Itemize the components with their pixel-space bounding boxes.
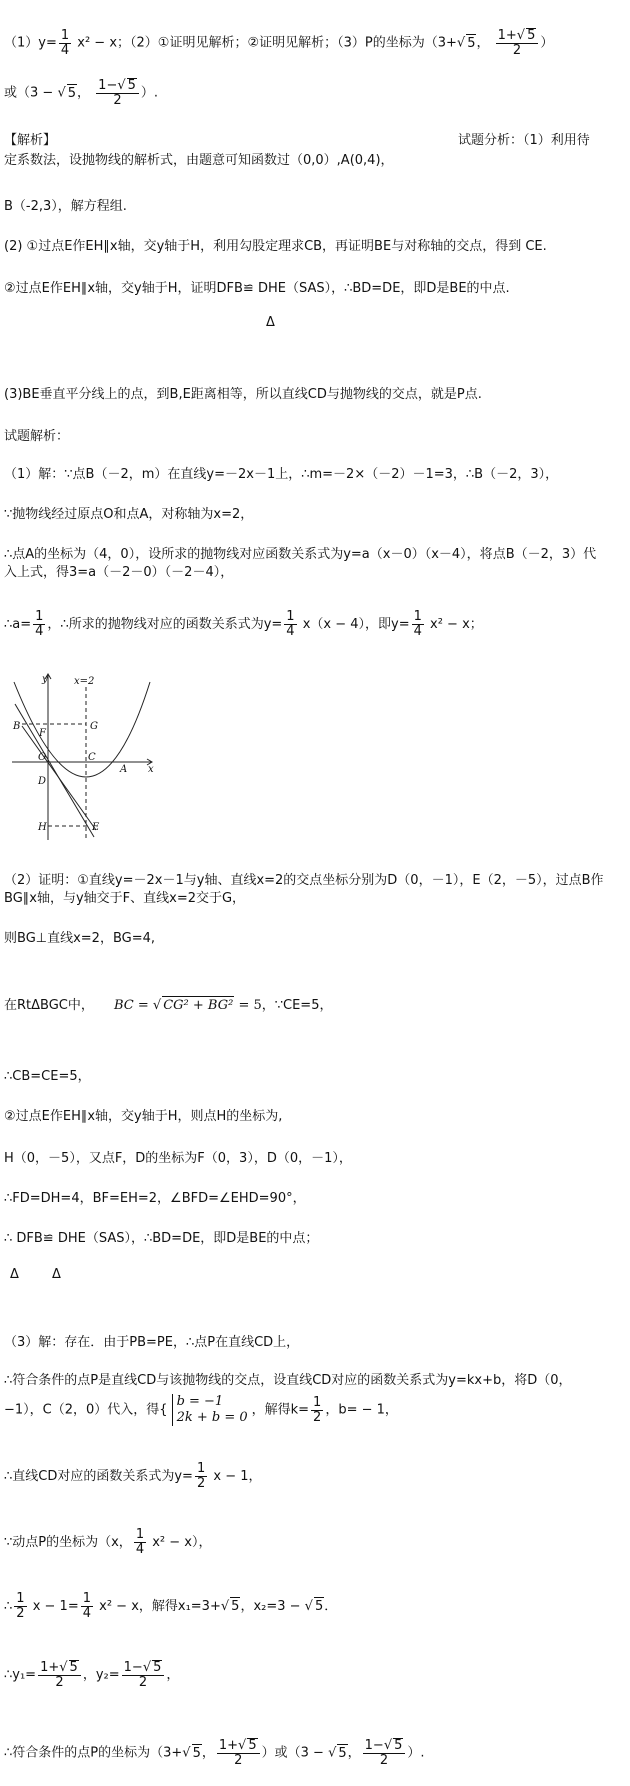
num: 1 <box>82 1591 91 1606</box>
num: 1+√ 5 <box>38 1660 81 1676</box>
label-x: x <box>148 764 154 775</box>
text: ， <box>77 85 91 101</box>
solution-s13: （3）解：存在．由于PB=PE，∴点P在直线CD上， <box>4 1335 300 1350</box>
solution-s15 <box>4 1462 262 1491</box>
solution-s5b: BG∥x轴，与y轴交于F、直线x=2交于G， <box>4 891 246 906</box>
sqrt: 5 <box>314 1599 324 1614</box>
t: 1− <box>364 1738 384 1753</box>
text: ，解得k= <box>251 1402 310 1418</box>
solution-s11: ∴FD=DH=4，BF=EH=2，∠BFD=∠EHD=90°， <box>4 1191 306 1206</box>
text: x² − x）， <box>148 1535 212 1550</box>
solution-s14a: ∴符合条件的点P是直线CD与该抛物线的交点，设直线CD对应的函数关系式为y=kx+b，将D（0， <box>4 1373 572 1388</box>
label-D: D <box>38 776 47 787</box>
label-A: A <box>120 764 128 775</box>
eq: = 5 <box>234 998 262 1013</box>
answer-line-1: （1）y= $\frac{1}{4}$ x² − x；（2）①证明见解析；②证明见解析；（3）P的坐标为（3+√ 5， $\frac{1+√ 5}{2}$ ） <box>4 27 554 58</box>
fraction <box>363 1738 406 1768</box>
solution-s17: ∴ $\frac{1}{2}$ x − 1= $\frac{1}{4}$ x² − x，解得x₁=3+√ 5，x₂=3 − √ 5． <box>4 1591 338 1621</box>
t: 1− <box>123 1660 143 1675</box>
label-G: G <box>90 721 98 732</box>
den: 4 <box>413 624 422 639</box>
text: x² − x；（2）①证明见解析；②证明见解析；（3）P的坐标为（3+ <box>73 35 457 51</box>
text: x² − x； <box>425 617 483 632</box>
solution-header: 试题解析： <box>4 429 70 444</box>
fraction <box>38 1660 81 1690</box>
num: 1−√ 5 <box>122 1660 165 1676</box>
label-C: C <box>88 752 96 763</box>
radicand: CG² + BG² <box>163 998 234 1013</box>
text: ，∵CE=5， <box>261 998 333 1013</box>
text: ∴符合条件的点P的坐标为（3+ <box>4 1745 183 1761</box>
sqrt: 5 <box>467 35 476 51</box>
fraction <box>311 1396 323 1425</box>
den: 2 <box>138 1675 148 1690</box>
text: ，x₂=3 − <box>240 1599 305 1614</box>
fraction <box>412 610 424 639</box>
text: x² − x，解得x₁=3+ <box>95 1599 221 1614</box>
label-H: H <box>38 822 47 833</box>
text: ， <box>166 1667 180 1683</box>
solution-s2: ∵抛物线经过原点O和点A，对称轴为x=2， <box>4 507 254 522</box>
sqrt: 5 <box>127 78 136 93</box>
fraction <box>59 29 71 58</box>
text: ∴直线CD对应的函数关系式为y= <box>4 1469 193 1484</box>
text: x（x − 4），即y= <box>298 617 410 632</box>
solution-s19: ∴符合条件的点P的坐标为（3+√ 5， $\frac{1+√ 5}{2}$ ）或（3 − √ 5， $\frac{1-√ 5}{2}$ ）. <box>4 1738 425 1768</box>
den: 4 <box>35 624 44 639</box>
solution-s7: 在RtΔBGC中， BC = √ CG² + BG² = 5，∵CE=5， <box>4 998 333 1013</box>
sqrt: 5 <box>231 1599 240 1614</box>
fraction <box>496 28 539 58</box>
solution-s9: ②过点E作EH∥x轴，交y轴于H，则点H的坐标为, <box>4 1109 283 1124</box>
eq: BC = <box>114 998 153 1013</box>
triangle-glyph: Δ <box>52 1267 61 1282</box>
text: ∴a= <box>4 617 32 632</box>
t: 1+ <box>40 1660 60 1675</box>
text: ∴ <box>4 1599 13 1614</box>
label-F: F <box>39 728 46 739</box>
solution-s1: （1）解：∵点B（－2，m）在直线y=－2x－1上，∴m=－2×（－2）－1=3，∴B（－2，3）， <box>4 467 559 482</box>
fraction <box>81 1592 93 1621</box>
solution-s6: 则BG⊥直线x=2，BG=4, <box>4 931 156 946</box>
num: 1+√ 5 <box>496 28 539 44</box>
solution-s8: ∴CB=CE=5， <box>4 1069 91 1084</box>
analysis-p3: (2) ①过点E作EH∥x轴，交y轴于H，利用勾股定理求CB，再证明BE与对称轴的交点，得到 CE. <box>4 239 547 254</box>
t: 1+ <box>497 28 517 43</box>
analysis-header-right: 试题分析：（1）利用待 <box>458 133 590 148</box>
solution-s4 <box>4 610 483 639</box>
analysis-p2: B（-2,3），解方程组. <box>4 199 127 214</box>
t: 1+ <box>218 1738 239 1753</box>
sqrt: 5 <box>394 1738 403 1753</box>
den: 2 <box>196 1476 206 1491</box>
text: ． <box>324 1599 338 1614</box>
den: 2 <box>234 1753 243 1768</box>
text: ∴y₁= <box>4 1667 37 1683</box>
text: ， <box>201 1745 215 1761</box>
num: 1 <box>286 609 295 624</box>
label-E: E <box>92 822 100 833</box>
label-O: O <box>38 752 47 763</box>
num: 1 <box>413 609 422 624</box>
answer-line-2: 或（3 − √ 5， $\frac{1-√ 5}{2}$ ）. <box>4 78 159 108</box>
num: 1 <box>313 1394 322 1410</box>
den: 2 <box>379 1753 389 1768</box>
text: ，∴所求的抛物线对应的函数关系式为y= <box>47 617 283 632</box>
num: 1+√ 5 <box>217 1738 260 1754</box>
num: 1−√ 5 <box>363 1738 406 1754</box>
solution-s14b <box>4 1394 398 1426</box>
den: 4 <box>286 624 295 639</box>
den: 4 <box>60 42 70 58</box>
solution-s3b: 入上式，得3=a（－2－0）（－2－4）， <box>4 565 234 580</box>
label-B: B <box>13 721 21 732</box>
equation-system <box>172 1394 248 1426</box>
line-CD <box>22 726 96 830</box>
text: −1），C（2，0）代入，得{ <box>4 1402 168 1418</box>
text: ，b= − 1， <box>325 1402 398 1418</box>
den: 4 <box>135 1542 145 1557</box>
num: 1 <box>60 27 70 43</box>
fraction <box>195 1462 207 1491</box>
text: ，y₂= <box>82 1667 120 1683</box>
text: ）. <box>140 85 159 101</box>
text: ） <box>540 35 554 51</box>
text: ）或（3 − <box>261 1745 329 1761</box>
num: 1 <box>135 1527 145 1542</box>
text: ， <box>476 35 490 51</box>
text: 在RtΔBGC中， <box>4 998 94 1013</box>
den: 2 <box>113 93 122 108</box>
text: （1）y= <box>4 35 57 51</box>
solution-s5a: （2）证明：①直线y=－2x－1与y轴、直线x=2的交点坐标分别为D（0，－1），E（2，－5），过点B作 <box>4 873 604 888</box>
sqrt: 5 <box>192 1745 201 1761</box>
line-BE <box>15 704 94 837</box>
analysis-header: 【解析】 <box>4 133 57 148</box>
fraction <box>96 78 139 108</box>
den: 2 <box>16 1606 25 1621</box>
den: 2 <box>55 1675 64 1690</box>
sqrt: 5 <box>248 1738 257 1753</box>
fraction <box>217 1738 260 1768</box>
text: ， <box>347 1745 361 1761</box>
fraction <box>134 1528 146 1557</box>
solution-s16 <box>4 1528 211 1557</box>
solution-s3a: ∴点A的坐标为（4，0），设所求的抛物线对应函数关系式为y=a（x－0）（x－4），将点B（－2，3）代 <box>4 547 597 562</box>
text: ∵动点P的坐标为（x， <box>4 1535 132 1550</box>
text: ）. <box>407 1745 425 1761</box>
solution-s10: H（0，－5），又点F，D的坐标为F（0，3），D（0，－1）， <box>4 1151 352 1166</box>
fraction <box>122 1660 165 1690</box>
eq2: 2k + b = 0 <box>176 1410 248 1425</box>
triangle-glyph: Δ <box>266 315 275 330</box>
den: 2 <box>313 1409 322 1425</box>
label-x2: x=2 <box>74 676 95 687</box>
sqrt: 5 <box>527 28 536 43</box>
num: 1 <box>35 609 44 624</box>
num: 1 <box>196 1461 206 1476</box>
label-y: y <box>42 674 48 685</box>
text: x − 1， <box>209 1469 262 1484</box>
sqrt: 5 <box>338 1745 347 1761</box>
sqrt: 5 <box>69 1660 78 1675</box>
solution-s12: ∴ DFB≌ DHE（SAS），∴BD=DE，即D是BE的中点； <box>4 1231 319 1246</box>
analysis-p5: (3)BE垂直平分线上的点，到B,E距离相等，所以直线CD与抛物线的交点，就是P点. <box>4 387 482 402</box>
parabola-figure <box>10 672 160 842</box>
analysis-p4: ②过点E作EH∥x轴，交y轴于H，证明DFB≌ DHE（SAS），∴BD=DE，即D是BE的中点. <box>4 281 510 296</box>
parabola-curve <box>14 682 150 777</box>
text: x − 1= <box>28 1599 79 1614</box>
fraction <box>284 610 296 639</box>
num: 1 <box>16 1591 25 1606</box>
fraction <box>14 1592 26 1621</box>
num: 1−√ 5 <box>96 78 139 94</box>
t: 1− <box>98 78 118 93</box>
eq1: b = −1 <box>176 1394 224 1409</box>
den: 4 <box>82 1606 91 1621</box>
sqrt: 5 <box>153 1660 162 1675</box>
fraction <box>33 610 45 639</box>
text: 或（3 − <box>4 85 58 101</box>
sqrt: 5 <box>67 85 77 101</box>
triangle-glyph: Δ <box>10 1267 19 1282</box>
den: 2 <box>512 43 522 58</box>
solution-s18 <box>4 1660 179 1690</box>
analysis-p1: 定系数法，设抛物线的解析式，由题意可知函数过（0,0）,A(0,4)， <box>4 153 394 168</box>
